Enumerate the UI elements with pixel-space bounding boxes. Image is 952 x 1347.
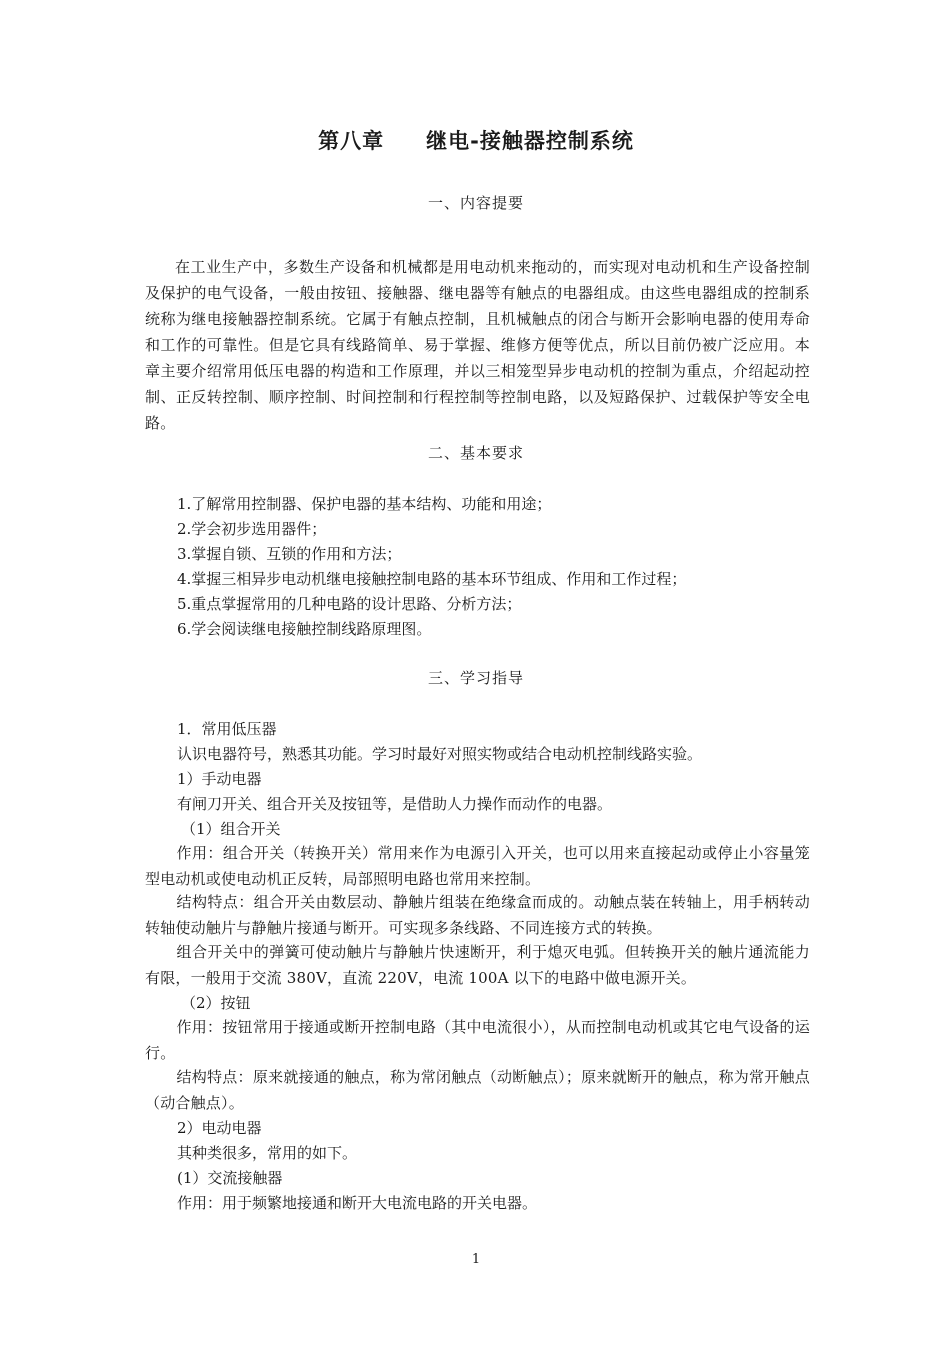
guide-paragraph: 组合开关中的弹簧可使动触片与静触片快速断开，利于熄灭电弧。但转换开关的触片通流能力有限，一般用于交流 380V，直流 220V，电流 100A 以下的电路中做电源开关。: [145, 943, 810, 987]
requirement-item: 6.学会阅读继电接触控制线路原理图。: [177, 620, 432, 638]
section-heading-requirements: 二、基本要求: [427, 444, 524, 462]
section-heading-summary: 一、内容提要: [427, 194, 524, 212]
guide-paragraph: 结构特点：组合开关由数层动、静触片组装在绝缘盒而成的。动触点装在转轴上，用手柄转动转轴使动触片与静触片接通与断开。可实现多条线路、不同连接方式的转换。: [145, 893, 810, 937]
chapter-title: [0, 126, 952, 156]
chapter-number: 第八章: [318, 129, 385, 153]
guide-text: 有闸刀开关、组合开关及按钮等，是借助人力操作而动作的电器。: [177, 795, 613, 813]
guide-text: 认识电器符号，熟悉其功能。学习时最好对照实物或结合电动机控制线路实验。: [177, 745, 703, 763]
page-number: 1: [471, 1252, 481, 1267]
guide-text: 其种类很多，常用的如下。: [177, 1144, 358, 1162]
guide-paragraph: 作用：按钮常用于接通或断开控制电路（其中电流很小），从而控制电动机或其它电气设备的运行。: [145, 1018, 810, 1062]
guide-item-heading: 1．常用低压器: [177, 720, 277, 738]
guide-paragraph: 作用：组合开关（转换开关）常用来作为电源引入开关，也可以用来直接起动或停止小容量笼型电动机或使电动机正反转，局部照明电路也常用来控制。: [145, 844, 810, 888]
guide-subsubheading: （1）组合开关: [181, 820, 281, 838]
section-heading-guide: 三、学习指导: [427, 669, 524, 687]
chapter-name: 继电-接触器控制系统: [426, 129, 634, 153]
guide-subsubheading: （2）按钮: [181, 994, 251, 1012]
requirement-item: 3.掌握自锁、互锁的作用和方法；: [177, 545, 402, 563]
guide-subsubheading: (1）交流接触器: [177, 1169, 283, 1187]
guide-paragraph: 结构特点：原来就接通的触点，称为常闭触点（动断触点）；原来就断开的触点，称为常开触点（动合触点）。: [145, 1068, 810, 1112]
requirement-item: 2.学会初步选用器件；: [177, 520, 327, 538]
requirement-item: 5.重点掌握常用的几种电路的设计思路、分析方法；: [177, 595, 522, 613]
requirement-item: 4.掌握三相异步电动机继电接触控制电路的基本环节组成、作用和工作过程；: [177, 570, 687, 588]
guide-subheading: 2）电动电器: [177, 1119, 262, 1137]
guide-text: 作用：用于频繁地接通和断开大电流电路的开关电器。: [177, 1194, 538, 1212]
guide-subheading: 1）手动电器: [177, 770, 262, 788]
summary-paragraph: 在工业生产中，多数生产设备和机械都是用电动机来拖动的，而实现对电动机和生产设备控制及保护的电气设备，一般由按钮、接触器、继电器等有触点的电器组成。由这些电器组成的控制系统称为继电接触器控制系统。它属于有触点控制，且机械触点的闭合与断开会影响电器的使用寿命和工作的可靠性。但是它具有线路简单、易于掌握、维修方便等优点，所以目前仍被广泛应用。本章主要介绍常用低压电器的构造和工作原理，并以三相笼型异步电动机的控制为重点，介绍起动控制、正反转控制、顺序控制、时间控制和行程控制等控制电路，以及短路保护、过载保护等安全电路。: [145, 258, 810, 432]
requirement-item: 1.了解常用控制器、保护电器的基本结构、功能和用途；: [177, 495, 552, 513]
